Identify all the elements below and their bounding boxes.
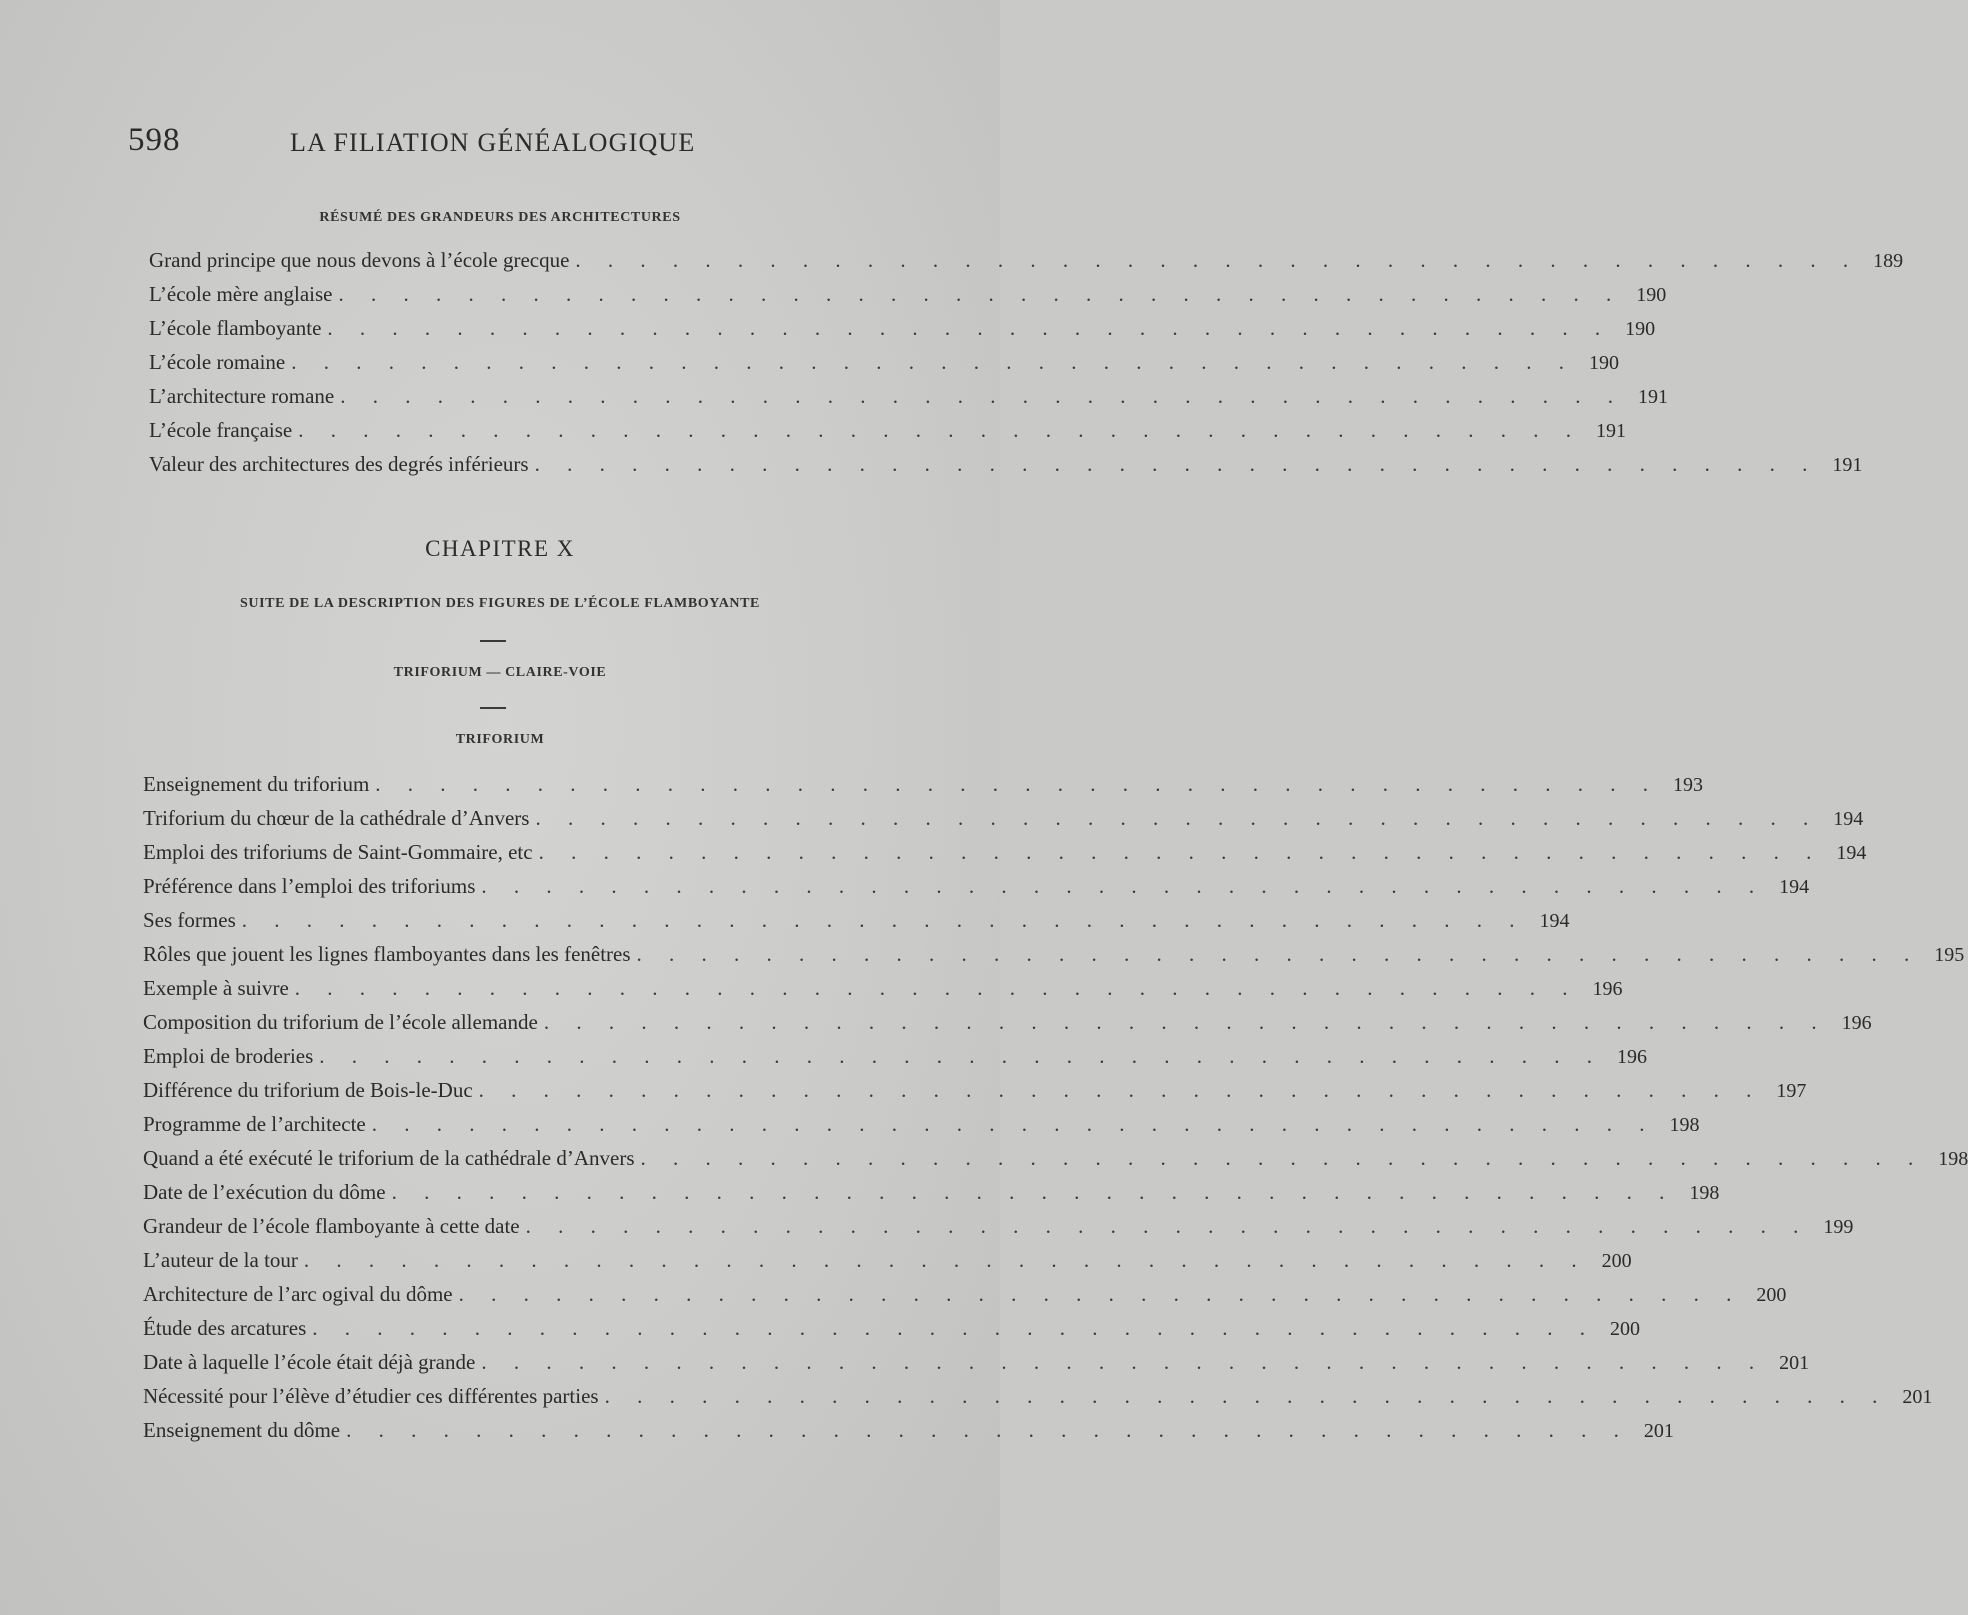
toc-entry — [143, 1282, 1787, 1307]
toc-entry-label: Enseignement du triforium — [143, 772, 370, 796]
toc-entry-page: 191 — [1595, 420, 1626, 442]
toc-entry-label: L’école mère anglaise — [149, 282, 333, 306]
dot-leader: . . . . . . . . . . . . . . . . . . . . . . . . . . . . . . . . . . . . . . . . — [636, 942, 1921, 966]
toc-entry-label: Date à laquelle l’école était déjà grande — [143, 1350, 476, 1374]
toc-entry — [149, 418, 1626, 443]
toc-entry-page: 194 — [1779, 876, 1810, 898]
toc-entry-label: Emploi de broderies — [143, 1044, 314, 1068]
toc-entry-page: 189 — [1873, 250, 1904, 272]
toc-entry — [143, 772, 1704, 797]
dot-leader: . . . . . . . . . . . . . . . . . . . . . . . . . . . . . . . . . . . . . . . . — [375, 772, 1660, 796]
toc-entry — [143, 1010, 1872, 1035]
running-title: LA FILIATION GÉNÉALOGIQUE — [290, 128, 696, 157]
divider-rule — [480, 707, 506, 709]
toc-entry-label: Étude des arcatures — [143, 1316, 307, 1340]
toc-entry — [143, 1044, 1648, 1069]
toc-entry — [149, 350, 1619, 375]
toc-entry — [143, 1180, 1720, 1205]
toc-entry-label: Triforium du chœur de la cathédrale d’Anvers — [143, 806, 530, 830]
dot-leader: . . . . . . . . . . . . . . . . . . . . . . . . . . . . . . . . . . . . . . . . — [534, 452, 1819, 476]
toc-entry-page: 196 — [1617, 1046, 1648, 1068]
toc-entry — [143, 1078, 1807, 1103]
dot-leader: . . . . . . . . . . . . . . . . . . . . . . . . . . . . . . . . . . . . . . . . — [338, 282, 1623, 306]
dot-leader: . . . . . . . . . . . . . . . . . . . . . . . . . . . . . . . . . . . . . . . . — [291, 350, 1575, 374]
toc-entry-label: L’école française — [149, 418, 293, 442]
toc-entry — [143, 806, 1864, 831]
toc-entry — [149, 316, 1656, 341]
toc-entry — [143, 942, 1965, 967]
toc-entry — [143, 1316, 1641, 1341]
toc-entry-label: L’auteur de la tour — [143, 1248, 298, 1272]
dot-leader: . . . . . . . . . . . . . . . . . . . . . . . . . . . . . . . . . . . . . . . . — [319, 1044, 1604, 1068]
dot-leader: . . . . . . . . . . . . . . . . . . . . . . . . . . . . . . . . . . . . . . . . — [525, 1214, 1810, 1238]
toc-entry-page: 198 — [1669, 1114, 1700, 1136]
toc-entry — [143, 1146, 1968, 1171]
toc-entry-label: Préférence dans l’emploi des triforiums — [143, 874, 476, 898]
toc-entry-page: 196 — [1841, 1012, 1872, 1034]
toc-entry-page: 194 — [1836, 842, 1867, 864]
toc-entry — [143, 1418, 1674, 1443]
section-heading-triforium: TRIFORIUM — [455, 732, 545, 747]
toc-entry-page: 200 — [1601, 1250, 1632, 1272]
dot-leader: . . . . . . . . . . . . . . . . . . . . . . . . . . . . . . . . . . . . . . . . — [312, 1316, 1597, 1340]
toc-entry-page: 201 — [1643, 1420, 1674, 1442]
toc-entry — [143, 1214, 1854, 1239]
toc-entry-label: Grandeur de l’école flamboyante à cette date — [143, 1214, 520, 1238]
dot-leader: . . . . . . . . . . . . . . . . . . . . . . . . . . . . . . . . . . . . . . . . — [371, 1112, 1656, 1136]
page-header — [128, 122, 898, 172]
dot-leader: . . . . . . . . . . . . . . . . . . . . . . . . . . . . . . . . . . . . . . . . — [303, 1248, 1588, 1272]
divider-rule — [480, 640, 506, 642]
toc-entry-page: 191 — [1832, 454, 1863, 476]
toc-entry-page: 196 — [1592, 978, 1623, 1000]
toc-entry-page: 191 — [1637, 386, 1668, 408]
page-number: 598 — [128, 122, 181, 158]
toc-entry-label: L’école romaine — [149, 350, 286, 374]
toc-entry-label: Composition du triforium de l’école allemande — [143, 1010, 538, 1034]
chapter-subheading: TRIFORIUM — CLAIRE-VOIE — [393, 665, 607, 680]
toc-entry-label: L’école flamboyante — [149, 316, 322, 340]
toc-entry-page: 194 — [1539, 910, 1570, 932]
toc-entry-label: Date de l’exécution du dôme — [143, 1180, 386, 1204]
toc-entry — [143, 840, 1867, 865]
toc-entry — [149, 248, 1904, 273]
dot-leader: . . . . . . . . . . . . . . . . . . . . . . . . . . . . . . . . . . . . . . . . — [543, 1010, 1828, 1034]
toc-entry — [143, 908, 1570, 933]
toc-entry-page: 198 — [1938, 1148, 1968, 1170]
toc-entry — [143, 976, 1623, 1001]
toc-entry-label: Rôles que jouent les lignes flamboyantes dans les fenêtres — [143, 942, 631, 966]
toc-entry-label: Quand a été exécuté le triforium de la cathédrale d’Anvers — [143, 1146, 635, 1170]
toc-entry-label: Programme de l’architecte — [143, 1112, 366, 1136]
toc-entry-label: Architecture de l’arc ogival du dôme — [143, 1282, 453, 1306]
toc-entry-label: Ses formes — [143, 908, 236, 932]
dot-leader: . . . . . . . . . . . . . . . . . . . . . . . . . . . . . . . . . . . . . . . . — [481, 874, 1766, 898]
dot-leader: . . . . . . . . . . . . . . . . . . . . . . . . . . . . . . . . . . . . . . . . — [481, 1350, 1766, 1374]
toc-entry — [143, 1350, 1810, 1375]
toc-entry — [143, 874, 1810, 899]
toc-entry-label: Nécessité pour l’élève d’étudier ces différentes parties — [143, 1384, 599, 1408]
toc-entry-page: 201 — [1902, 1386, 1933, 1408]
toc-entry — [149, 282, 1667, 307]
toc-entry-page: 193 — [1673, 774, 1704, 796]
chapter-title: CHAPITRE X — [425, 536, 575, 561]
dot-leader: . . . . . . . . . . . . . . . . . . . . . . . . . . . . . . . . . . . . . . . . — [327, 316, 1612, 340]
dot-leader: . . . . . . . . . . . . . . . . . . . . . . . . . . . . . . . . . . . . . . . . — [538, 840, 1823, 864]
toc-entry-page: 195 — [1934, 944, 1965, 966]
dot-leader: . . . . . . . . . . . . . . . . . . . . . . . . . . . . . . . . . . . . . . . . — [391, 1180, 1676, 1204]
toc-entry-label: Enseignement du dôme — [143, 1418, 341, 1442]
dot-leader: . . . . . . . . . . . . . . . . . . . . . . . . . . . . . . . . . . . . . . . . — [478, 1078, 1763, 1102]
toc-entry-label: Exemple à suivre — [143, 976, 289, 1000]
toc-entry-page: 190 — [1589, 352, 1619, 374]
toc-entry-page: 200 — [1610, 1318, 1641, 1340]
toc-entry-page: 190 — [1636, 284, 1667, 306]
chapter-subtitle: SUITE DE LA DESCRIPTION DES FIGURES DE L’ÉCOLE FLAMBOYANTE — [240, 596, 760, 611]
toc-entry — [143, 1112, 1700, 1137]
toc-entry-page: 198 — [1689, 1182, 1720, 1204]
toc-entry-label: Différence du triforium de Bois-le-Duc — [143, 1078, 473, 1102]
toc-entry-page: 201 — [1779, 1352, 1810, 1374]
toc-entry-label: L’architecture romane — [149, 384, 335, 408]
dot-leader: . . . . . . . . . . . . . . . . . . . . . . . . . . . . . . . . . . . . . . . . — [458, 1282, 1743, 1306]
toc-entry — [143, 1248, 1632, 1273]
dot-leader: . . . . . . . . . . . . . . . . . . . . . . . . . . . . . . . . . . . . . . . . — [241, 908, 1526, 932]
toc-entry-page: 197 — [1776, 1080, 1807, 1102]
dot-leader: . . . . . . . . . . . . . . . . . . . . . . . . . . . . . . . . . . . . . . . . — [604, 1384, 1889, 1408]
toc-entry — [149, 384, 1668, 409]
dot-leader: . . . . . . . . . . . . . . . . . . . . . . . . . . . . . . . . . . . . . . . . — [340, 384, 1624, 408]
toc-entry-label: Grand principe que nous devons à l’école grecque — [149, 248, 570, 272]
dot-leader: . . . . . . . . . . . . . . . . . . . . . . . . . . . . . . . . . . . . . . . . — [535, 806, 1820, 830]
dot-leader: . . . . . . . . . . . . . . . . . . . . . . . . . . . . . . . . . . . . . . . . — [298, 418, 1582, 442]
toc-entry-page: 190 — [1625, 318, 1656, 340]
toc-entry — [149, 452, 1863, 477]
dot-leader: . . . . . . . . . . . . . . . . . . . . . . . . . . . . . . . . . . . . . . . . — [346, 1418, 1630, 1442]
dot-leader: . . . . . . . . . . . . . . . . . . . . . . . . . . . . . . . . . . . . . . . . — [294, 976, 1579, 1000]
toc-entry-label: Valeur des architectures des degrés inférieurs — [149, 452, 529, 476]
toc-entry-label: Emploi des triforiums de Saint-Gommaire, etc — [143, 840, 533, 864]
dot-leader: . . . . . . . . . . . . . . . . . . . . . . . . . . . . . . . . . . . . . . . . — [575, 248, 1860, 272]
toc-entry-page: 199 — [1823, 1216, 1854, 1238]
toc-entry-page: 194 — [1833, 808, 1864, 830]
toc-entry — [143, 1384, 1933, 1409]
dot-leader: . . . . . . . . . . . . . . . . . . . . . . . . . . . . . . . . . . . . . . . . — [640, 1146, 1925, 1170]
section-heading-resume: RÉSUMÉ DES GRANDEURS DES ARCHITECTURES — [319, 210, 681, 225]
toc-entry-page: 200 — [1756, 1284, 1787, 1306]
